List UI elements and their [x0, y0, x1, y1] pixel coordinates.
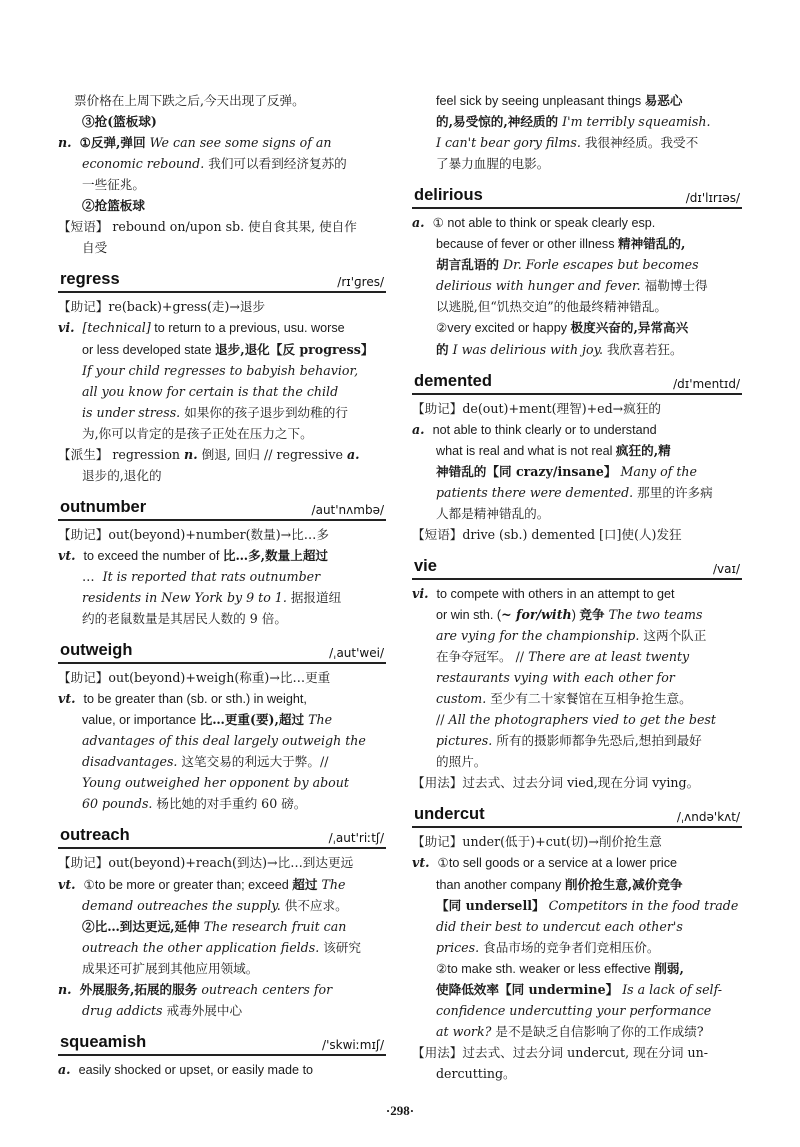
- plain-text: [71, 1062, 79, 1077]
- text-line: [58, 317, 386, 338]
- definition-text: to exceed the number of: [83, 548, 223, 563]
- plain-text: 杨比她的对手重约 60 磅。: [152, 796, 307, 812]
- italic-example: outreach the other application fields.: [82, 939, 320, 955]
- text-line: [58, 111, 386, 132]
- italic-example: Young outweighed her opponent by about: [82, 775, 349, 791]
- bold-definition: ②抢篮板球: [82, 198, 145, 214]
- text-line: [58, 90, 386, 111]
- italic-example: prices.: [436, 939, 480, 955]
- definition-text: to be greater than (sb. or sth.) in weight,: [83, 692, 307, 707]
- text-line: [58, 153, 386, 174]
- plain-text: 食品市场的竞争者们竞相压价。: [479, 939, 660, 955]
- text-line: [58, 423, 386, 444]
- italic-example: Is a lack of self-: [622, 981, 723, 997]
- bold-definition: 竞争: [579, 606, 605, 622]
- plain-text: 戒毒外展中心: [162, 1002, 243, 1018]
- plain-text: 【用法】过去式、过去分词 vied,现在分词 vying。: [412, 775, 700, 791]
- text-line: [58, 874, 386, 895]
- definition-text: ①to sell goods or a service at a lower price: [437, 856, 678, 871]
- italic-example: disadvantages.: [82, 754, 178, 770]
- text-line: [58, 895, 386, 916]
- entry-headword: [412, 182, 742, 209]
- text-line: [412, 524, 742, 545]
- italic-example: confidence undercutting your performance: [436, 1002, 712, 1018]
- text-line: [58, 1059, 386, 1080]
- pos-label: a.: [412, 215, 425, 231]
- plain-text: 福勒博士得: [640, 278, 708, 294]
- headword-text: demented: [414, 371, 492, 390]
- text-line: [58, 916, 386, 937]
- plain-text: [425, 215, 433, 230]
- pos-label: vt.: [58, 547, 76, 563]
- text-line: [412, 937, 742, 958]
- italic-example: outreach centers for: [201, 981, 333, 997]
- text-line: [412, 212, 742, 233]
- entry-headword: [412, 801, 742, 828]
- plain-text: 一些征兆。: [82, 177, 145, 193]
- plain-text: 【助记】under(低于)+cut(切)→削价抢生意: [412, 834, 662, 850]
- entry-headword: [58, 266, 386, 293]
- text-line: [412, 419, 742, 440]
- bold-definition: 使降低效率【同 undermine】: [436, 981, 619, 997]
- entry-headword: [58, 637, 386, 664]
- text-line: [58, 852, 386, 873]
- text-line: [412, 398, 742, 419]
- pronunciation: /ˌʌndə'kʌt/: [676, 810, 740, 825]
- text-line: [412, 583, 742, 604]
- italic-example: patients there were demented.: [436, 484, 634, 500]
- plain-text: 我很神经质。我受不: [580, 135, 699, 151]
- text-line: [58, 524, 386, 545]
- text-line: [58, 979, 386, 1000]
- definition-text: to compete with others in an attempt to get: [436, 586, 675, 601]
- headword-rule: [58, 1054, 386, 1056]
- text-line: [412, 1042, 742, 1063]
- text-line: [412, 646, 742, 667]
- definition-text: what is real and what is not real: [436, 443, 616, 458]
- text-line: [412, 667, 742, 688]
- bold-definition: 的: [436, 341, 449, 357]
- text-line: [58, 402, 386, 423]
- plain-text: [76, 548, 84, 563]
- italic-example: All the photographers vied to get the best: [448, 712, 716, 728]
- headword-rule: [58, 291, 386, 293]
- bold-definition: 神错乱的【同 crazy/insane】: [436, 463, 617, 479]
- text-line: [412, 90, 742, 111]
- definition-text: feel sick by seeing unpleasant things: [436, 94, 645, 108]
- italic-example: are vying for the championship.: [436, 628, 640, 643]
- headword-text: vie: [414, 556, 437, 575]
- headword-rule: [58, 662, 386, 664]
- plain-text: 【短语】 rebound on/upon sb. 使自食其果, 使自作: [58, 219, 357, 235]
- plain-text: [72, 135, 80, 150]
- bold-definition: 削价抢生意,减价竞争: [564, 876, 683, 892]
- plain-text: 【派生】 regression: [58, 446, 185, 462]
- text-line: [412, 625, 742, 646]
- italic-example: Many of the: [620, 463, 697, 479]
- pronunciation: /aut'nʌmbə/: [311, 502, 384, 517]
- plain-text: 票价格在上周下跌之后,今天出现了反弹。: [74, 93, 305, 108]
- plain-text: 为,你可以肯定的是孩子正处在压力之下。: [82, 425, 313, 441]
- pos-label: a.: [412, 421, 425, 437]
- pos-label: vi.: [58, 320, 75, 336]
- headword-text: outreach: [60, 826, 130, 845]
- text-line: [412, 1000, 742, 1021]
- text-line: [412, 874, 742, 895]
- text-line: [58, 296, 386, 317]
- plain-text: 在争夺冠军。 //: [436, 649, 529, 665]
- italic-example: I'm terribly squeamish.: [562, 114, 711, 130]
- italic-example: The two teams: [608, 606, 703, 622]
- plain-text: 如果你的孩子退步到幼稚的行: [180, 404, 348, 420]
- text-line: [412, 688, 742, 709]
- italic-example: I can't bear gory films.: [436, 135, 581, 151]
- definition-text: or win sth. (: [436, 607, 502, 622]
- text-line: [412, 604, 742, 625]
- pos-label: ~ for/with: [501, 606, 572, 622]
- plain-text: 【用法】过去式、过去分词 undercut, 现在分词 un-: [412, 1044, 708, 1060]
- bold-definition: 退步,退化【反 progress】: [215, 341, 374, 357]
- text-line: [58, 360, 386, 381]
- plain-text: 所有的摄影师都争先恐后,想拍到最好: [492, 733, 702, 749]
- definition-text: easily shocked or upset, or easily made to: [78, 1062, 314, 1077]
- entry-headword: [58, 822, 386, 849]
- headword-rule: [58, 847, 386, 849]
- pos-label: n.: [58, 135, 72, 151]
- italic-example: drug addicts: [82, 1002, 163, 1018]
- headword-text: delirious: [414, 186, 483, 205]
- plain-text: 退步的,退化的: [82, 467, 162, 483]
- text-line: [58, 958, 386, 979]
- plain-text: 约的老鼠数量是其居民人数的 9 倍。: [82, 611, 287, 627]
- plain-text: 这两个队正: [639, 628, 707, 643]
- bold-definition: 极度兴奋的,异常高兴: [570, 320, 689, 336]
- bold-definition: 胡言乱语的: [436, 257, 499, 273]
- italic-example: custom.: [436, 691, 487, 707]
- plain-text: 那里的许多病: [633, 484, 713, 500]
- definition-text: ): [571, 607, 580, 622]
- italic-example: There are at least twenty: [528, 649, 690, 665]
- headword-rule: [58, 519, 386, 521]
- headword-text: undercut: [414, 805, 485, 824]
- plain-text: dercutting。: [436, 1065, 516, 1081]
- entry-headword: [58, 494, 386, 521]
- headword-text: squeamish: [60, 1032, 147, 1051]
- text-line: [58, 1000, 386, 1021]
- plain-text: 人都是精神错乱的。: [436, 505, 550, 521]
- plain-text: 【助记】out(beyond)+number(数量)→比…多: [58, 526, 329, 542]
- italic-example: If your child regresses to babyish behavior,: [82, 362, 359, 378]
- text-line: [412, 482, 742, 503]
- text-line: [412, 132, 742, 153]
- italic-example: all you know for certain is that the child: [82, 383, 339, 399]
- pos-label: vt.: [58, 876, 76, 892]
- text-line: [58, 751, 386, 772]
- text-line: [412, 1063, 742, 1084]
- text-line: [412, 709, 742, 730]
- definition-text: not able to think clearly or to understand: [432, 422, 657, 437]
- italic-example: [technical]: [82, 320, 151, 336]
- bold-definition: 削弱,: [654, 960, 684, 976]
- italic-example: at work?: [436, 1023, 492, 1039]
- text-line: [412, 852, 742, 873]
- italic-example: Competitors in the food trade: [548, 897, 739, 913]
- plain-text: …: [82, 568, 103, 584]
- italic-example: is under stress.: [82, 404, 181, 420]
- pronunciation: /'skwiːmɪʃ/: [322, 1037, 384, 1052]
- text-line: [58, 566, 386, 587]
- pos-label: n.: [184, 446, 198, 462]
- text-line: [58, 381, 386, 402]
- plain-text: 据报道纽: [286, 590, 342, 605]
- italic-example: The: [308, 712, 333, 728]
- italic-example: did their best to undercut each other's: [436, 918, 683, 934]
- plain-text: 【助记】re(back)+gress(走)→退步: [58, 299, 266, 315]
- pos-label: vt.: [58, 691, 76, 707]
- plain-text: [76, 691, 84, 706]
- definition-text: to return to a previous, usu. worse: [150, 321, 345, 336]
- definition-text: ②very excited or happy: [436, 321, 571, 336]
- entry-headword: [412, 368, 742, 395]
- text-line: [412, 275, 742, 296]
- text-line: [412, 1021, 742, 1042]
- headword-rule: [412, 393, 742, 395]
- plain-text: 成果还可扩展到其他应用领域。: [82, 960, 259, 976]
- definition-text: because of fever or other illness: [436, 237, 619, 252]
- plain-text: 的照片。: [436, 754, 487, 770]
- italic-example: It is reported that rats outnumber: [102, 568, 321, 584]
- plain-text: [425, 422, 433, 437]
- italic-example: pictures.: [436, 733, 493, 749]
- page-number: ·298·: [385, 1103, 415, 1118]
- bold-definition: ①反弹,弹回: [79, 135, 146, 151]
- definition-text: ①to be more or greater than; exceed: [83, 877, 293, 892]
- plain-text: 是不是缺乏自信影响了你的工作成绩?: [491, 1023, 704, 1039]
- plain-text: 供不应求。: [280, 897, 348, 913]
- headword-text: outweigh: [60, 641, 133, 660]
- plain-text: [429, 586, 437, 601]
- pronunciation: /dɪ'mentɪd/: [673, 376, 740, 391]
- text-line: [58, 793, 386, 814]
- plain-text: 该研究: [319, 939, 361, 955]
- plain-text: 我们可以看到经济复苏的: [204, 156, 347, 172]
- text-line: [412, 254, 742, 275]
- text-line: [412, 751, 742, 772]
- pronunciation: /rɪ'ɡres/: [337, 275, 384, 290]
- definition-text: or less developed state: [82, 342, 216, 357]
- plain-text: 了暴力血腥的电影。: [436, 156, 550, 172]
- italic-example: 60 pounds.: [82, 796, 153, 812]
- headword-text: regress: [60, 270, 120, 289]
- pos-label: a.: [347, 446, 360, 462]
- plain-text: 至少有二十家餐馆在互相争抢生意。: [486, 691, 692, 707]
- italic-example: residents in New York by 9 to 1.: [82, 590, 287, 605]
- bold-definition: 【同 undersell】: [436, 897, 545, 913]
- text-line: [412, 153, 742, 174]
- bold-definition: 超过: [292, 876, 318, 892]
- text-line: [58, 937, 386, 958]
- text-line: [58, 216, 386, 237]
- plain-text: //: [436, 712, 449, 728]
- italic-example: delirious with hunger and fever.: [436, 278, 641, 294]
- plain-text: [76, 877, 84, 892]
- text-line: [58, 237, 386, 258]
- bold-definition: 疯狂的,精: [615, 442, 671, 458]
- text-line: [412, 979, 742, 1000]
- text-line: [58, 132, 386, 153]
- text-line: [412, 111, 742, 132]
- text-line: [58, 465, 386, 486]
- bold-definition: ②比…到达更远,延伸: [82, 918, 200, 934]
- text-line: [58, 545, 386, 566]
- bold-definition: 的,易受惊的,神经质的: [436, 114, 559, 130]
- plain-text: 【助记】out(beyond)+weigh(称重)→比…更重: [58, 670, 331, 686]
- text-line: [412, 831, 742, 852]
- text-line: [58, 444, 386, 465]
- pos-label: a.: [58, 1061, 71, 1077]
- pos-label: vt.: [412, 855, 430, 871]
- bold-definition: ③抢(篮板球): [82, 114, 157, 130]
- definition-text: ① not able to think or speak clearly esp.: [432, 216, 656, 231]
- plain-text: 我欣喜若狂。: [603, 341, 683, 357]
- plain-text: [72, 982, 80, 997]
- bold-definition: 外展服务,拓展的服务: [79, 981, 198, 997]
- text-line: [412, 916, 742, 937]
- text-line: [412, 440, 742, 461]
- text-line: [58, 772, 386, 793]
- italic-example: advantages of this deal largely outweigh the: [82, 733, 366, 749]
- text-line: [58, 587, 386, 608]
- headword-text: outnumber: [60, 497, 147, 516]
- text-line: [412, 317, 742, 338]
- text-line: [58, 667, 386, 688]
- pronunciation: /ˌaut'wei/: [329, 646, 384, 661]
- italic-example: Dr. Forle escapes but becomes: [502, 257, 699, 273]
- italic-example: The: [321, 876, 346, 892]
- entry-headword: [58, 1029, 386, 1056]
- bold-definition: 比…多,数量上超过: [222, 547, 329, 563]
- plain-text: 自受: [82, 240, 108, 256]
- definition-text: than another company: [436, 877, 565, 892]
- bold-definition: 精神错乱的,: [618, 236, 686, 252]
- plain-text: [430, 855, 438, 870]
- text-line: [58, 339, 386, 360]
- headword-rule: [412, 207, 742, 209]
- pronunciation: /vaɪ/: [713, 561, 740, 576]
- text-line: [58, 195, 386, 216]
- definition-text: value, or importance: [82, 713, 200, 728]
- plain-text: [75, 320, 83, 335]
- pronunciation: /dɪ'lɪrɪəs/: [685, 191, 740, 206]
- plain-text: 【短语】drive (sb.) demented [口]使(人)发狂: [412, 526, 682, 542]
- definition-text: ②to make sth. weaker or less effective: [436, 961, 655, 976]
- plain-text: 【助记】out(beyond)+reach(到达)→比…到达更远: [58, 855, 354, 871]
- italic-example: I was delirious with joy.: [452, 341, 604, 357]
- pos-label: vi.: [412, 585, 429, 601]
- text-line: [58, 730, 386, 751]
- pronunciation: /ˌaut'riːtʃ/: [328, 831, 384, 846]
- text-line: [412, 461, 742, 482]
- bold-definition: 易恶心: [644, 93, 683, 108]
- text-line: [412, 233, 742, 254]
- text-line: [58, 709, 386, 730]
- text-line: [412, 339, 742, 360]
- bold-definition: 比…更重(要),超过: [199, 712, 305, 728]
- plain-text: 倒退, 回归 // regressive: [197, 446, 348, 462]
- entry-headword: [412, 553, 742, 580]
- text-line: [58, 174, 386, 195]
- text-line: [412, 958, 742, 979]
- text-line: [58, 608, 386, 629]
- plain-text: 以逃脱,但“饥热交迫”的他最终精神错乱。: [436, 299, 667, 315]
- headword-rule: [412, 826, 742, 828]
- text-line: [58, 688, 386, 709]
- plain-text: 这笔交易的利远大于弊。//: [177, 754, 329, 770]
- italic-example: restaurants vying with each other for: [436, 670, 675, 686]
- italic-example: The research fruit can: [203, 918, 347, 934]
- text-line: [412, 730, 742, 751]
- headword-rule: [412, 578, 742, 580]
- plain-text: 【助记】de(out)+ment(理智)+ed→疯狂的: [412, 400, 662, 416]
- text-line: [412, 895, 742, 916]
- italic-example: demand outreaches the supply.: [82, 897, 281, 913]
- text-line: [412, 296, 742, 317]
- text-line: [412, 503, 742, 524]
- italic-example: We can see some signs of an: [149, 135, 332, 151]
- text-line: [412, 772, 742, 793]
- italic-example: economic rebound.: [82, 156, 205, 172]
- pos-label: n.: [58, 981, 72, 997]
